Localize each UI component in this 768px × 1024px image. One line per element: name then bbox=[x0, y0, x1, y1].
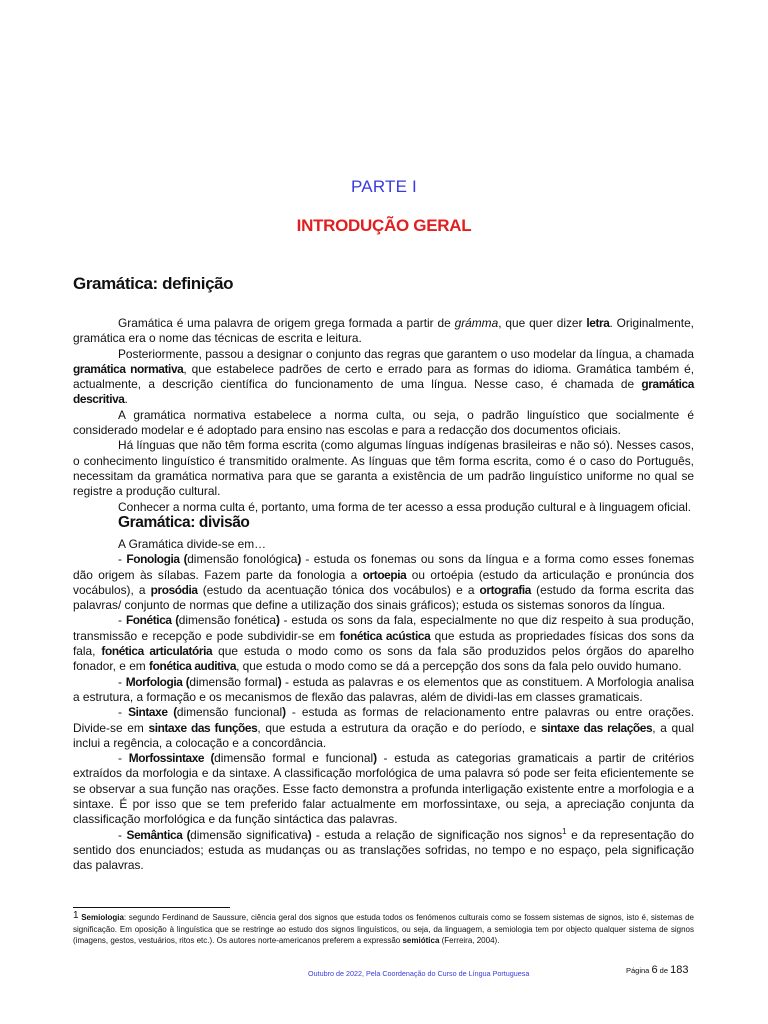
paragraph: Posteriormente, passou a designar o conjunto das regras que garantem o uso modelar da língua, a chamada gramática normativa, que estabelece padrões de certo e errado para as formas do idioma. Gramática também é, actualmente, a descrição científica do funcionamento de uma língua. Nesse caso, é chamada de gramática descritiva. bbox=[73, 346, 694, 407]
page-title: INTRODUÇÃO GERAL bbox=[296, 216, 472, 235]
section-heading-definicao: Gramática: definição bbox=[73, 274, 234, 293]
paragraph: A Gramática divide-se em… bbox=[118, 537, 267, 551]
paragraph: A gramática normativa estabelece a norma culta, ou seja, o padrão linguístico que socialmente é considerado modelar e é adoptado para ensino nas escolas e para a redacção dos documentos oficiais. bbox=[73, 407, 694, 438]
paragraph-semantica: - Semântica (dimensão significativa) - estuda a relação de significação nos signos$^1$ e da representação do sentido dos enunciados; estuda as mudanças ou as translações sofridas, no tempo e no espaço, pela significação das palavras. bbox=[73, 826, 694, 873]
section-divisao-body bbox=[73, 537, 694, 874]
footnote-term: Semiologia bbox=[81, 913, 124, 922]
paragraph: Há línguas que não têm forma escrita (como algumas línguas indígenas brasileiras e não só). Nesses casos, o conhecimento linguístico é transmitido oralmente. As línguas que têm forma escrita, como é o caso do Português, necessitam da gramática normativa para que se garanta a existência de um padrão linguístico uniforme no qual se registre a produção cultural. bbox=[73, 438, 694, 499]
paragraph-fonologia: - Fonologia (dimensão fonológica) - estuda os fonemas ou sons da língua e a forma como esses fonemas dão origem às sílabas. Fazem parte da fonologia a ortoepia ou ortoépia (estudo da articulação e pronúncia dos vocábulos), a prosódia (estudo da acentuação tónica dos vocábulos) e a ortografia (estudo da forma escrita das palavras/ conjunto de normas que define a utilização dos sinais gráficos); estuda os sistemas sonoros da língua. bbox=[73, 552, 695, 613]
paragraph: Conhecer a norma culta é, portanto, uma forma de ter acesso a essa produção cultural e à linguagem oficial. bbox=[118, 499, 692, 514]
footnote: $^1$ Semiologia: segundo Ferdinand de Saussure, ciência geral dos signos que estuda todos os fenómenos culturais como se fossem sistemas de signos, isto é, sistemas de significação. Em oposição à linguística que se restringe ao estudo dos signos linguísticos, ou seja, da linguagem, a semiologia tem por objecto qualquer sistema de signos (imagens, gestos, vestuários, ritos etc.). Os autores norte-americanos preferem a expressão semiótica (Ferreira, 2004). bbox=[73, 910, 694, 945]
section-heading-divisao: Gramática: divisão bbox=[118, 514, 250, 531]
footer-text: Outubro de 2022, Pela Coordenação do Curso de Língua Portuguesa bbox=[308, 969, 530, 978]
page-number: Página 6 de 183 bbox=[626, 964, 689, 976]
paragraph-sintaxe: - Sintaxe (dimensão funcional) - estuda as formas de relacionamento entre palavras ou entre orações. Divide-se em sintaxe das funções, que estuda a estrutura da oração e do período, e sintaxe das relações, a qual inclui a regência, a colocação e a concordância. bbox=[73, 705, 695, 750]
paragraph-fonetica: - Fonética (dimensão fonética) - estuda os sons da fala, especialmente no que diz respeito à sua produção, transmissão e recepção e pode subdividir-se em fonética acústica que estuda as propriedades físicas dos sons da fala, fonética articulatória que estuda o modo como os sons da fala são produzidos pelos órgãos do aparelho fonador, e em fonética auditiva, que estuda o modo como se dá a percepção dos sons da fala pelo ouvido humano. bbox=[73, 613, 695, 674]
footnote-divider bbox=[73, 907, 230, 908]
paragraph-morfossintaxe: - Morfossintaxe (dimensão formal e funcional) - estuda as categorias gramaticais a partir de critérios extraídos da morfologia e da sintaxe. A classificação morfológica de uma palavra só pode ser feita eficientemente se se observar a sua função nas orações. Esse facto demonstra a profunda interligação existente entre a morfologia e a sintaxe. É por isso que se tem preferido falar actualmente em morfossintaxe, ou seja, a apreciação conjunta da classificação morfológica e da função sintáctica das palavras. bbox=[73, 751, 695, 827]
footnote-number: 1 bbox=[73, 910, 79, 921]
section-definicao-body bbox=[73, 316, 694, 515]
footnote-reference[interactable]: 1 bbox=[562, 826, 567, 836]
paragraph: Gramática é uma palavra de origem grega formada a partir de grámma, que quer dizer letra. Originalmente, gramática era o nome das técnicas de escrita e leitura. bbox=[73, 316, 694, 346]
paragraph-morfologia: - Morfologia (dimensão formal) - estuda as palavras e os elementos que as constituem. A Morfologia analisa a estrutura, a formação e os mecanismos de flexão das palavras, além de dividi-las em classes gramaticais. bbox=[73, 674, 695, 704]
part-label: PARTE I bbox=[351, 177, 417, 196]
